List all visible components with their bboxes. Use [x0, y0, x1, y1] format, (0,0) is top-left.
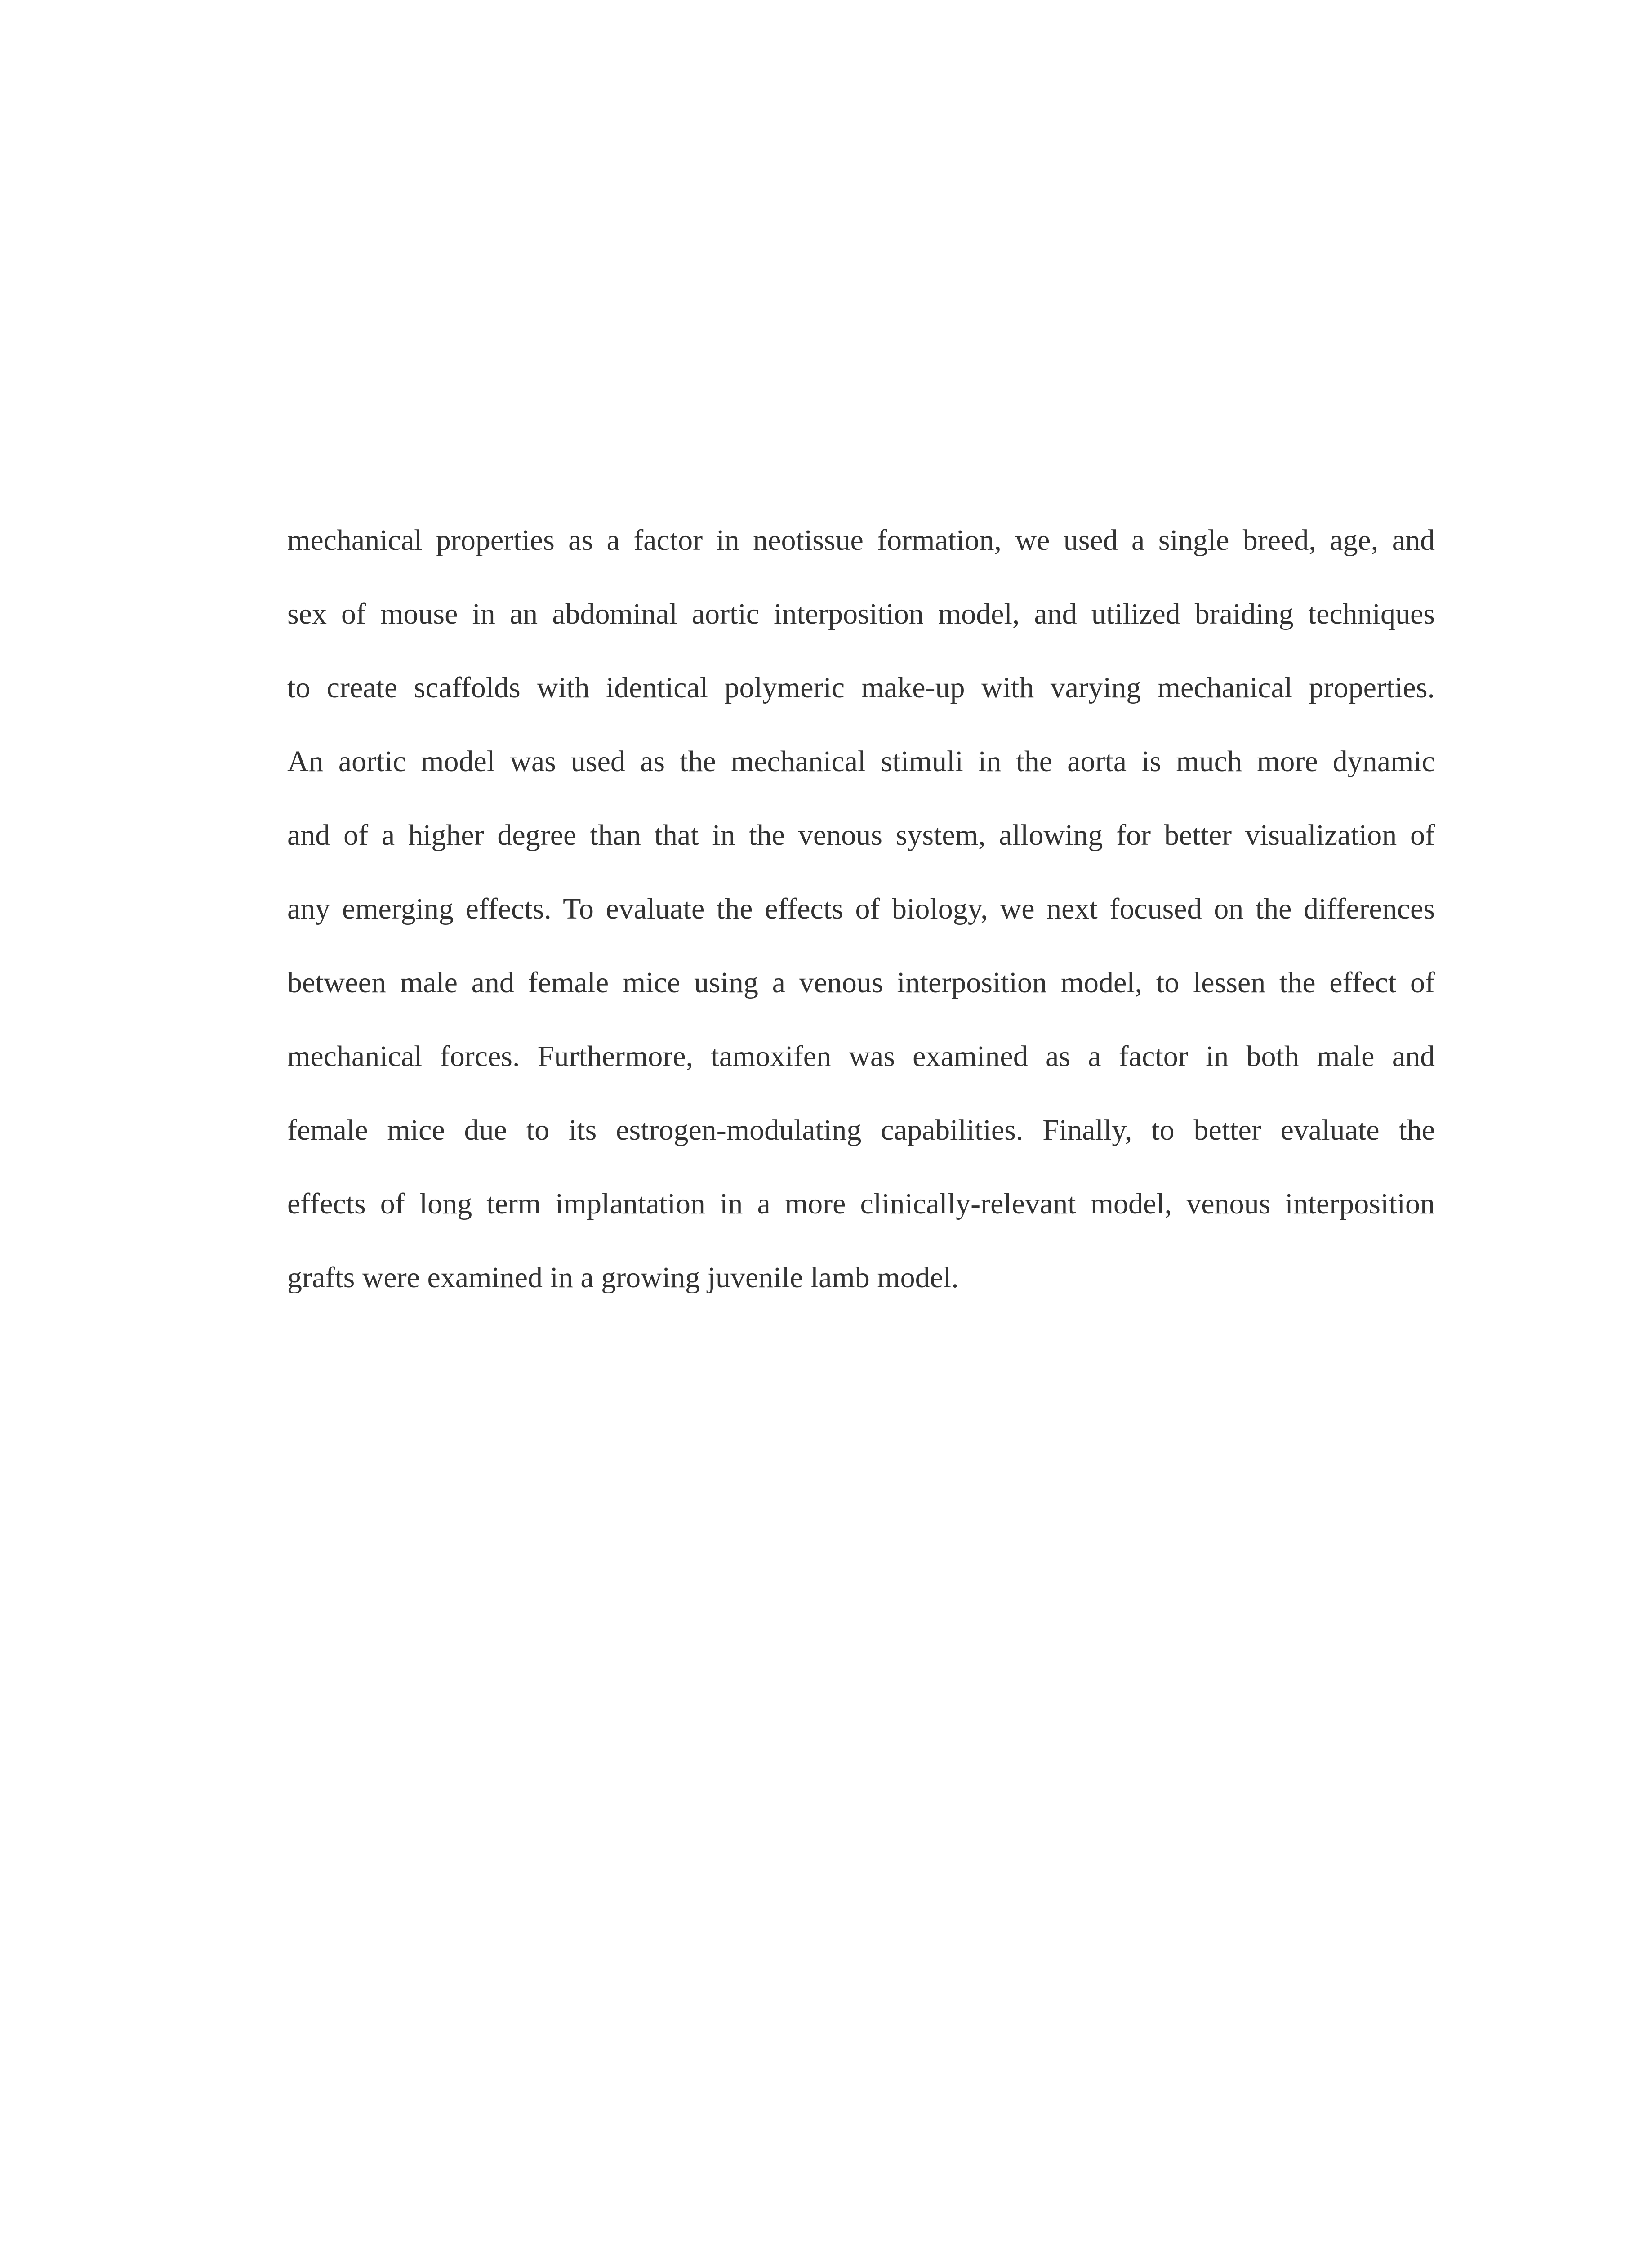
- paragraph-line: between male and female mice using a venous interposition model, to lessen the effect of: [287, 966, 1435, 999]
- paragraph-line: sex of mouse in an abdominal aortic interposition model, and utilized braiding techniques: [287, 598, 1435, 630]
- paragraph-line: any emerging effects. To evaluate the effects of biology, we next focused on the differences: [287, 892, 1435, 925]
- paragraph-line: mechanical forces. Furthermore, tamoxifen was examined as a factor in both male and: [287, 1040, 1435, 1073]
- paragraph-line: effects of long term implantation in a more clinically-relevant model, venous interposition: [287, 1187, 1435, 1220]
- paragraph-line: to create scaffolds with identical polymeric make-up with varying mechanical properties.: [287, 671, 1435, 704]
- body-paragraph: [287, 504, 1435, 1315]
- paragraph-line: mechanical properties as a factor in neotissue formation, we used a single breed, age, and: [287, 524, 1435, 557]
- paragraph-line: An aortic model was used as the mechanical stimuli in the aorta is much more dynamic: [287, 745, 1435, 778]
- paragraph-line: female mice due to its estrogen-modulating capabilities. Finally, to better evaluate the: [287, 1114, 1435, 1146]
- paragraph-line: and of a higher degree than that in the venous system, allowing for better visualization of: [287, 819, 1435, 852]
- paragraph-line: grafts were examined in a growing juvenile lamb model.: [287, 1261, 959, 1294]
